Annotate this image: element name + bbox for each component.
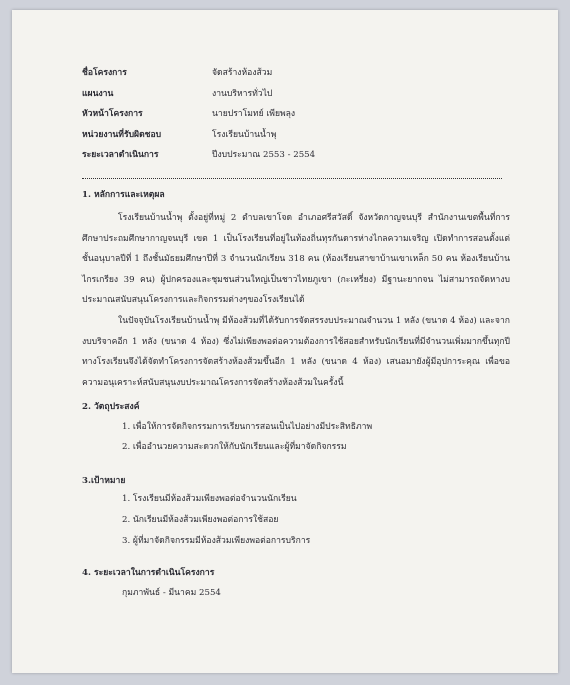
header-key: แผนงาน (82, 88, 114, 99)
header-row-plan (82, 89, 522, 110)
header-value: ปีงบประมาณ 2553 - 2554 (212, 150, 316, 160)
goals-list (122, 494, 310, 557)
header-row-project-lead (82, 109, 522, 130)
header-value: จัดสร้างห้องส้วม (212, 68, 273, 78)
dotted-divider (82, 178, 502, 179)
header-value: นายปราโมทย์ เพียพลุง (212, 109, 296, 119)
header-key: หน่วยงานที่รับผิดชอบ (82, 129, 162, 140)
header-row-responsible-unit (82, 130, 522, 151)
section-title-rationale: 1. หลักการและเหตุผล (82, 190, 165, 200)
rationale-paragraph-2: ในปัจจุบันโรงเรียนบ้านน้ำพุ มีห้องส้วมที่ได้รับการจัดสรรงบประมาณจำนวน 1 หลัง (ขนาด 4 ห้อง) และจากงบบริจาคอีก 1 หลัง (ขนาด 4 ห้อง) ซึ่งไม่เพียงพอต่อความต้องการใช้สอยสำหรับนักเรียนที่มีจำนวนเพิ่มมากขึ้นทุกปี ทางโรงเรียนจึงได้จัดทำโครงการจัดสร้างห้องส้วมขึ้นอีก 1 หลัง (ขนาด 4 ห้อง) เสนอมายังผู้มีอุปการะคุณ เพื่อขอความอนุเคราะห์สนับสนุนงบประมาณโครงการจัดสร้างห้องส้วมในครั้งนี้ (82, 316, 510, 388)
header-key: หัวหน้าโครงการ (82, 109, 143, 119)
document-page (12, 10, 558, 673)
header-key: ชื่อโครงการ (82, 68, 127, 78)
header-value: โรงเรียนบ้านน้ำพุ (212, 129, 277, 140)
header-value: งานบริหารทั่วไป (212, 88, 273, 99)
header-row-duration (82, 150, 522, 171)
project-header (82, 68, 522, 171)
list-item: 2. เพื่ออำนวยความสะดวกให้กับนักเรียนและผู้ที่มาจัดกิจกรรม (122, 442, 347, 452)
rationale-paragraph-1: โรงเรียนบ้านน้ำพุ ตั้งอยู่ที่หมู่ 2 ตำบลเขาโจด อำเภอศรีสวัสดิ์ จังหวัดกาญจนบุรี สำนักงานเขตพื้นที่การศึกษาประถมศึกษากาญจนบุรี เขต 1 เป็นโรงเรียนที่อยู่ในท้องถิ่นทุรกันดารห่างไกลความเจริญ เปิดทำการสอนตั้งแต่ชั้นอนุบาลปีที่ 1 ถึงชั้นมัธยมศึกษาปีที่ 3 จำนวนนักเรียน 318 คน (ห้องเรียนสาขาบ้านเขาเหล็ก 50 คน ห้องเรียนบ้านไกรเกรียง 39 คน) ผู้ปกครองและชุมชนส่วนใหญ่เป็นชาวไทยภูเขา (กะเหรี่ยง) มีฐานะยากจน ไม่สามารถจัดหางบประมาณสนับสนุนโครงการและกิจกรรมต่างๆของโรงเรียนได้ (82, 213, 510, 305)
list-item: 1. เพื่อให้การจัดกิจกรรมการเรียนการสอนเป็นไปอย่างมีประสิทธิภาพ (122, 422, 373, 432)
list-item: 2. นักเรียนมีห้องส้วมเพียงพอต่อการใช้สอย (122, 515, 279, 525)
duration-date: กุมภาพันธ์ - มีนาคม 2554 (122, 588, 221, 598)
header-key: ระยะเวลาดำเนินการ (82, 150, 159, 160)
section-title-goals: 3.เป้าหมาย (82, 476, 126, 486)
list-item: 1. โรงเรียนมีห้องส้วมเพียงพอต่อจำนวนนักเรียน (122, 494, 297, 504)
list-item: 3. ผู้ที่มาจัดกิจกรรมมีห้องส้วมเพียงพอต่อการบริการ (122, 536, 311, 546)
objectives-list (122, 422, 372, 462)
section-title-duration: 4. ระยะเวลาในการดำเนินโครงการ (82, 568, 215, 578)
section-title-objectives: 2. วัตถุประสงค์ (82, 402, 140, 412)
header-row-project-name (82, 68, 522, 89)
